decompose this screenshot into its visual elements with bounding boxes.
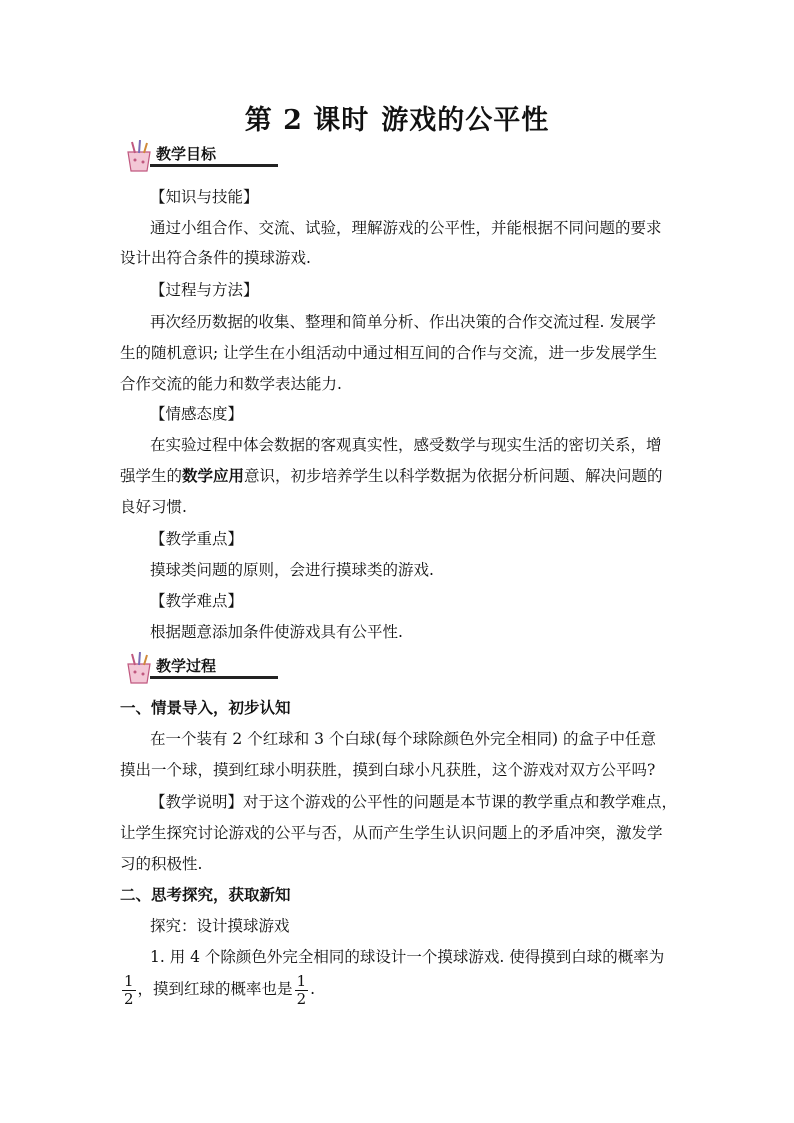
explore-line-1: 1. 用 4 个除颜色外完全相同的球设计一个摸球游戏. 使得摸到白球的概率为 [150, 948, 665, 966]
emotion-line-2 [120, 466, 680, 486]
section-1-line-2: 摸出一个球，摸到红球小明获胜，摸到白球小凡获胜，这个游戏对双方公平吗? [120, 761, 656, 779]
page-title [0, 98, 794, 137]
section-2-heading: 二、思考探究，获取新知 [120, 886, 291, 904]
section-badge-process [120, 652, 280, 684]
key-points-line-1: 摸球类问题的原则，会进行摸球类的游戏. [150, 561, 434, 579]
emotion-line-2-end: 意识，初步培养学生以科学数据为依据分析问题、解决问题的 [244, 467, 663, 485]
process-line-3: 合作交流的能力和数学表达能力. [120, 375, 342, 393]
explore-line-2-end: . [310, 980, 316, 998]
section-1-line-1: 在一个装有 2 个红球和 3 个白球(每个球除颜色外完全相同) 的盒子中任意 [150, 730, 656, 748]
explore-heading: 探究：设计摸球游戏 [150, 917, 290, 935]
title-lesson-number: 第 2 课时 [244, 105, 370, 136]
badge-underline [150, 164, 278, 167]
process-heading: 【过程与方法】 [150, 281, 259, 299]
section-1-heading: 一、情景导入，初步认知 [120, 699, 291, 717]
title-topic: 游戏的公平性 [381, 105, 550, 136]
knowledge-line-2: 设计出符合条件的摸球游戏. [120, 249, 311, 267]
teaching-note-line-2: 让学生探究讨论游戏的公平与否，从而产生学生认识问题上的矛盾冲突，激发学 [120, 824, 663, 842]
knowledge-line-1: 通过小组合作、交流、试验，理解游戏的公平性，并能根据不同问题的要求 [150, 219, 662, 237]
pencil-cup-icon [120, 652, 160, 686]
badge-label: 教学目标 [156, 145, 217, 163]
fraction-one-half: $\frac{1}{2}$ [296, 971, 307, 1008]
section-badge-goals [120, 140, 280, 172]
emotion-line-3: 良好习惯. [120, 498, 187, 516]
explore-line-2-text: ，摸到红球的概率也是 [137, 980, 293, 998]
badge-underline [150, 676, 278, 679]
process-line-1: 再次经历数据的收集、整理和简单分析、作出决策的合作交流过程. 发展学 [150, 313, 656, 331]
difficulty-line-1: 根据题意添加条件使游戏具有公平性. [150, 623, 403, 641]
process-line-2: 生的随机意识; 让学生在小组活动中通过相互间的合作与交流，进一步发展学生 [120, 344, 658, 362]
difficulty-heading: 【教学难点】 [150, 592, 244, 610]
pencil-cup-icon [120, 140, 160, 174]
teaching-note-line-3: 习的积极性. [120, 855, 203, 873]
emotion-line-1: 在实验过程中体会数据的客观真实性，感受数学与现实生活的密切关系，增 [150, 436, 662, 454]
emotion-line-2-start: 强学生的 [120, 467, 183, 485]
emotion-emphasis: 数学应用 [182, 467, 245, 485]
explore-line-2 [120, 972, 680, 1008]
fraction-one-half: $\frac{1}{2}$ [124, 971, 134, 1008]
emotion-heading: 【情感态度】 [150, 405, 244, 423]
teaching-note-line-1: 【教学说明】对于这个游戏的公平性的问题是本节课的教学重点和教学难点， [150, 793, 678, 811]
badge-label: 教学过程 [156, 657, 217, 675]
key-points-heading: 【教学重点】 [150, 530, 244, 548]
knowledge-heading: 【知识与技能】 [150, 188, 259, 206]
